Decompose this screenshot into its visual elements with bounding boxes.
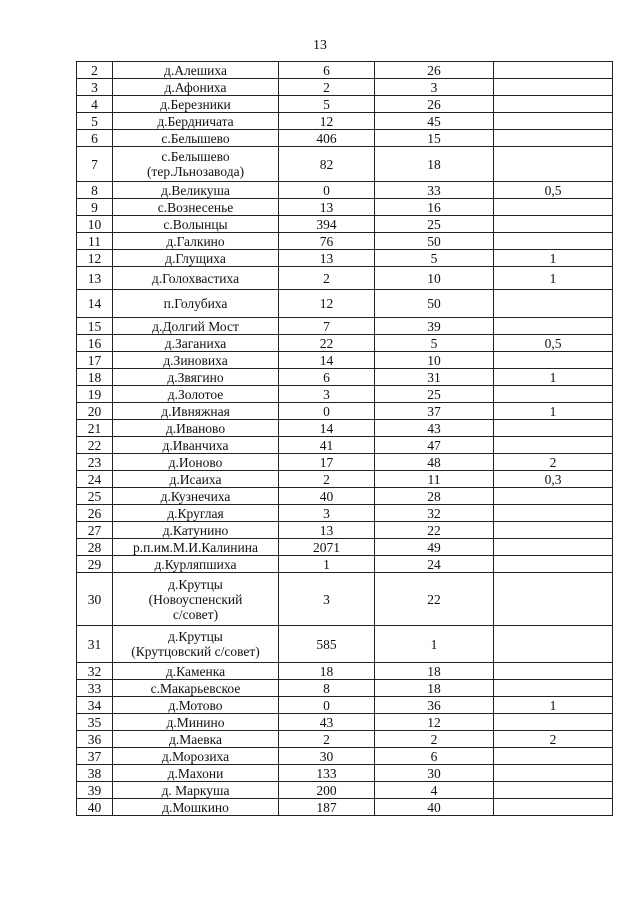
value-cell-2: 6 <box>375 748 494 765</box>
row-number-cell: 18 <box>77 369 113 386</box>
row-number-cell: 26 <box>77 505 113 522</box>
value-cell-1: 14 <box>279 420 375 437</box>
value-cell-2: 10 <box>375 352 494 369</box>
table-row <box>77 79 613 96</box>
value-cell-1: 200 <box>279 782 375 799</box>
value-cell-3 <box>494 626 613 663</box>
value-cell-2: 32 <box>375 505 494 522</box>
value-cell-2: 12 <box>375 714 494 731</box>
settlement-name-cell: с.Вознесенье <box>113 199 279 216</box>
settlement-name-cell: д.Афониха <box>113 79 279 96</box>
table-row <box>77 505 613 522</box>
table-row <box>77 130 613 147</box>
table-row <box>77 403 613 420</box>
row-number-cell: 14 <box>77 290 113 318</box>
value-cell-2: 18 <box>375 680 494 697</box>
value-cell-1: 13 <box>279 522 375 539</box>
table-row <box>77 290 613 318</box>
value-cell-3 <box>494 216 613 233</box>
row-number-cell: 34 <box>77 697 113 714</box>
row-number-cell: 2 <box>77 62 113 79</box>
value-cell-1: 187 <box>279 799 375 816</box>
value-cell-2: 16 <box>375 199 494 216</box>
table-row <box>77 573 613 626</box>
page-number: 13 <box>313 38 327 53</box>
row-number-cell: 22 <box>77 437 113 454</box>
settlement-name-cell: д.Ионово <box>113 454 279 471</box>
row-number-cell: 36 <box>77 731 113 748</box>
settlement-name-cell: д.Маевка <box>113 731 279 748</box>
value-cell-1: 76 <box>279 233 375 250</box>
value-cell-3 <box>494 663 613 680</box>
table-body <box>77 62 613 816</box>
table-row <box>77 62 613 79</box>
settlement-name-cell: д.Галкино <box>113 233 279 250</box>
table-row <box>77 748 613 765</box>
row-number-cell: 20 <box>77 403 113 420</box>
value-cell-1: 30 <box>279 748 375 765</box>
row-number-cell: 39 <box>77 782 113 799</box>
value-cell-1: 8 <box>279 680 375 697</box>
table-row <box>77 471 613 488</box>
settlement-name-cell: д.Золотое <box>113 386 279 403</box>
value-cell-3: 1 <box>494 250 613 267</box>
table-row <box>77 680 613 697</box>
value-cell-1: 6 <box>279 62 375 79</box>
value-cell-2: 15 <box>375 130 494 147</box>
value-cell-1: 0 <box>279 403 375 420</box>
settlement-name-cell: д.Березники <box>113 96 279 113</box>
value-cell-3 <box>494 386 613 403</box>
value-cell-3 <box>494 488 613 505</box>
row-number-cell: 32 <box>77 663 113 680</box>
settlement-name-cell: д. Маркуша <box>113 782 279 799</box>
value-cell-1: 13 <box>279 199 375 216</box>
value-cell-1: 133 <box>279 765 375 782</box>
value-cell-3: 1 <box>494 697 613 714</box>
table-row <box>77 199 613 216</box>
settlement-name-cell: р.п.им.М.И.Калинина <box>113 539 279 556</box>
table-row <box>77 147 613 182</box>
settlement-name-cell: д.Долгий Мост <box>113 318 279 335</box>
value-cell-2: 30 <box>375 765 494 782</box>
row-number-cell: 8 <box>77 182 113 199</box>
row-number-cell: 21 <box>77 420 113 437</box>
value-cell-2: 18 <box>375 663 494 680</box>
value-cell-3 <box>494 130 613 147</box>
value-cell-2: 45 <box>375 113 494 130</box>
value-cell-3: 0,5 <box>494 182 613 199</box>
value-cell-1: 2 <box>279 267 375 290</box>
value-cell-1: 3 <box>279 573 375 626</box>
value-cell-2: 26 <box>375 96 494 113</box>
row-number-cell: 27 <box>77 522 113 539</box>
settlement-name-cell: д.Голохвастиха <box>113 267 279 290</box>
row-number-cell: 9 <box>77 199 113 216</box>
row-number-cell: 40 <box>77 799 113 816</box>
row-number-cell: 17 <box>77 352 113 369</box>
row-number-cell: 28 <box>77 539 113 556</box>
value-cell-2: 31 <box>375 369 494 386</box>
settlement-name-cell: д.Махони <box>113 765 279 782</box>
value-cell-2: 1 <box>375 626 494 663</box>
row-number-cell: 16 <box>77 335 113 352</box>
row-number-cell: 24 <box>77 471 113 488</box>
row-number-cell: 5 <box>77 113 113 130</box>
value-cell-1: 17 <box>279 454 375 471</box>
table-row <box>77 335 613 352</box>
value-cell-2: 49 <box>375 539 494 556</box>
row-number-cell: 25 <box>77 488 113 505</box>
settlement-name-cell: д.Исаиха <box>113 471 279 488</box>
row-number-cell: 10 <box>77 216 113 233</box>
value-cell-2: 11 <box>375 471 494 488</box>
settlements-table <box>76 61 613 816</box>
value-cell-3 <box>494 765 613 782</box>
row-number-cell: 30 <box>77 573 113 626</box>
value-cell-1: 1 <box>279 556 375 573</box>
value-cell-3 <box>494 113 613 130</box>
value-cell-1: 585 <box>279 626 375 663</box>
value-cell-2: 2 <box>375 731 494 748</box>
value-cell-2: 22 <box>375 522 494 539</box>
table-row <box>77 250 613 267</box>
value-cell-2: 3 <box>375 79 494 96</box>
table-row <box>77 488 613 505</box>
value-cell-2: 40 <box>375 799 494 816</box>
table-row <box>77 556 613 573</box>
value-cell-1: 2071 <box>279 539 375 556</box>
row-number-cell: 23 <box>77 454 113 471</box>
row-number-cell: 37 <box>77 748 113 765</box>
table-row <box>77 233 613 250</box>
value-cell-1: 22 <box>279 335 375 352</box>
value-cell-1: 2 <box>279 79 375 96</box>
row-number-cell: 29 <box>77 556 113 573</box>
value-cell-2: 18 <box>375 147 494 182</box>
table-row <box>77 454 613 471</box>
value-cell-3 <box>494 680 613 697</box>
value-cell-1: 12 <box>279 290 375 318</box>
row-number-cell: 6 <box>77 130 113 147</box>
value-cell-2: 10 <box>375 267 494 290</box>
row-number-cell: 12 <box>77 250 113 267</box>
row-number-cell: 38 <box>77 765 113 782</box>
value-cell-3 <box>494 352 613 369</box>
row-number-cell: 11 <box>77 233 113 250</box>
value-cell-2: 22 <box>375 573 494 626</box>
settlement-name-cell: с.Макарьевское <box>113 680 279 697</box>
settlement-name-cell: с.Белышево (тер.Льнозавода) <box>113 147 279 182</box>
table-row <box>77 369 613 386</box>
row-number-cell: 35 <box>77 714 113 731</box>
settlement-name-cell: д.Иваново <box>113 420 279 437</box>
settlement-name-cell: д.Звягино <box>113 369 279 386</box>
settlement-name-cell: д.Алешиха <box>113 62 279 79</box>
value-cell-3 <box>494 62 613 79</box>
table-row <box>77 182 613 199</box>
value-cell-1: 7 <box>279 318 375 335</box>
value-cell-3 <box>494 420 613 437</box>
value-cell-2: 36 <box>375 697 494 714</box>
value-cell-1: 3 <box>279 505 375 522</box>
table-row <box>77 697 613 714</box>
value-cell-1: 5 <box>279 96 375 113</box>
value-cell-3: 2 <box>494 454 613 471</box>
table-row <box>77 799 613 816</box>
value-cell-2: 5 <box>375 335 494 352</box>
value-cell-1: 40 <box>279 488 375 505</box>
settlement-name-cell: д.Великуша <box>113 182 279 199</box>
value-cell-3 <box>494 199 613 216</box>
settlement-name-cell: д.Крутцы (Крутцовский с/совет) <box>113 626 279 663</box>
table-row <box>77 437 613 454</box>
value-cell-1: 12 <box>279 113 375 130</box>
row-number-cell: 13 <box>77 267 113 290</box>
value-cell-3: 0,5 <box>494 335 613 352</box>
table-row <box>77 318 613 335</box>
settlement-name-cell: с.Белышево <box>113 130 279 147</box>
value-cell-2: 50 <box>375 290 494 318</box>
value-cell-2: 37 <box>375 403 494 420</box>
row-number-cell: 31 <box>77 626 113 663</box>
value-cell-3 <box>494 437 613 454</box>
row-number-cell: 7 <box>77 147 113 182</box>
value-cell-2: 33 <box>375 182 494 199</box>
value-cell-3 <box>494 799 613 816</box>
table-row <box>77 714 613 731</box>
row-number-cell: 19 <box>77 386 113 403</box>
table-row <box>77 626 613 663</box>
value-cell-1: 2 <box>279 471 375 488</box>
value-cell-2: 5 <box>375 250 494 267</box>
value-cell-3: 0,3 <box>494 471 613 488</box>
value-cell-3 <box>494 522 613 539</box>
settlement-name-cell: д.Круглая <box>113 505 279 522</box>
value-cell-3 <box>494 748 613 765</box>
value-cell-1: 6 <box>279 369 375 386</box>
table-row <box>77 267 613 290</box>
value-cell-1: 2 <box>279 731 375 748</box>
value-cell-2: 4 <box>375 782 494 799</box>
settlement-name-cell: д.Крутцы (Новоуспенский с/совет) <box>113 573 279 626</box>
row-number-cell: 33 <box>77 680 113 697</box>
value-cell-3 <box>494 318 613 335</box>
value-cell-2: 50 <box>375 233 494 250</box>
value-cell-3 <box>494 539 613 556</box>
value-cell-2: 47 <box>375 437 494 454</box>
value-cell-3 <box>494 556 613 573</box>
table-row <box>77 731 613 748</box>
value-cell-1: 82 <box>279 147 375 182</box>
table-row <box>77 539 613 556</box>
value-cell-3 <box>494 290 613 318</box>
settlement-name-cell: д.Иванчиха <box>113 437 279 454</box>
table-row <box>77 113 613 130</box>
settlement-name-cell: д.Минино <box>113 714 279 731</box>
value-cell-2: 26 <box>375 62 494 79</box>
settlement-name-cell: д.Мотово <box>113 697 279 714</box>
value-cell-3 <box>494 233 613 250</box>
value-cell-3 <box>494 147 613 182</box>
value-cell-1: 3 <box>279 386 375 403</box>
value-cell-3: 2 <box>494 731 613 748</box>
settlement-name-cell: д.Зиновиха <box>113 352 279 369</box>
value-cell-1: 14 <box>279 352 375 369</box>
settlement-name-cell: д.Глущиха <box>113 250 279 267</box>
table-row <box>77 782 613 799</box>
table-row <box>77 352 613 369</box>
value-cell-3: 1 <box>494 403 613 420</box>
value-cell-3 <box>494 79 613 96</box>
row-number-cell: 15 <box>77 318 113 335</box>
value-cell-3: 1 <box>494 267 613 290</box>
value-cell-1: 18 <box>279 663 375 680</box>
settlement-name-cell: д.Мошкино <box>113 799 279 816</box>
settlement-name-cell: д.Курляпшиха <box>113 556 279 573</box>
value-cell-3 <box>494 505 613 522</box>
row-number-cell: 4 <box>77 96 113 113</box>
settlement-name-cell: д.Ивняжная <box>113 403 279 420</box>
value-cell-2: 25 <box>375 216 494 233</box>
settlement-name-cell: д.Морозиха <box>113 748 279 765</box>
value-cell-1: 0 <box>279 697 375 714</box>
value-cell-3 <box>494 96 613 113</box>
settlement-name-cell: п.Голубиха <box>113 290 279 318</box>
value-cell-2: 48 <box>375 454 494 471</box>
table-row <box>77 522 613 539</box>
settlement-name-cell: д.Каменка <box>113 663 279 680</box>
table-row <box>77 765 613 782</box>
settlement-name-cell: с.Волынцы <box>113 216 279 233</box>
settlement-name-cell: д.Катунино <box>113 522 279 539</box>
value-cell-3 <box>494 573 613 626</box>
value-cell-1: 43 <box>279 714 375 731</box>
row-number-cell: 3 <box>77 79 113 96</box>
table-row <box>77 96 613 113</box>
settlement-name-cell: д.Заганиха <box>113 335 279 352</box>
table-row <box>77 216 613 233</box>
value-cell-1: 406 <box>279 130 375 147</box>
table-row <box>77 420 613 437</box>
table-row <box>77 663 613 680</box>
value-cell-2: 28 <box>375 488 494 505</box>
value-cell-3 <box>494 714 613 731</box>
value-cell-1: 394 <box>279 216 375 233</box>
value-cell-1: 41 <box>279 437 375 454</box>
value-cell-2: 39 <box>375 318 494 335</box>
settlement-name-cell: д.Кузнечиха <box>113 488 279 505</box>
value-cell-2: 24 <box>375 556 494 573</box>
value-cell-2: 25 <box>375 386 494 403</box>
value-cell-1: 0 <box>279 182 375 199</box>
table-row <box>77 386 613 403</box>
value-cell-1: 13 <box>279 250 375 267</box>
value-cell-2: 43 <box>375 420 494 437</box>
value-cell-3: 1 <box>494 369 613 386</box>
value-cell-3 <box>494 782 613 799</box>
settlement-name-cell: д.Бердничата <box>113 113 279 130</box>
